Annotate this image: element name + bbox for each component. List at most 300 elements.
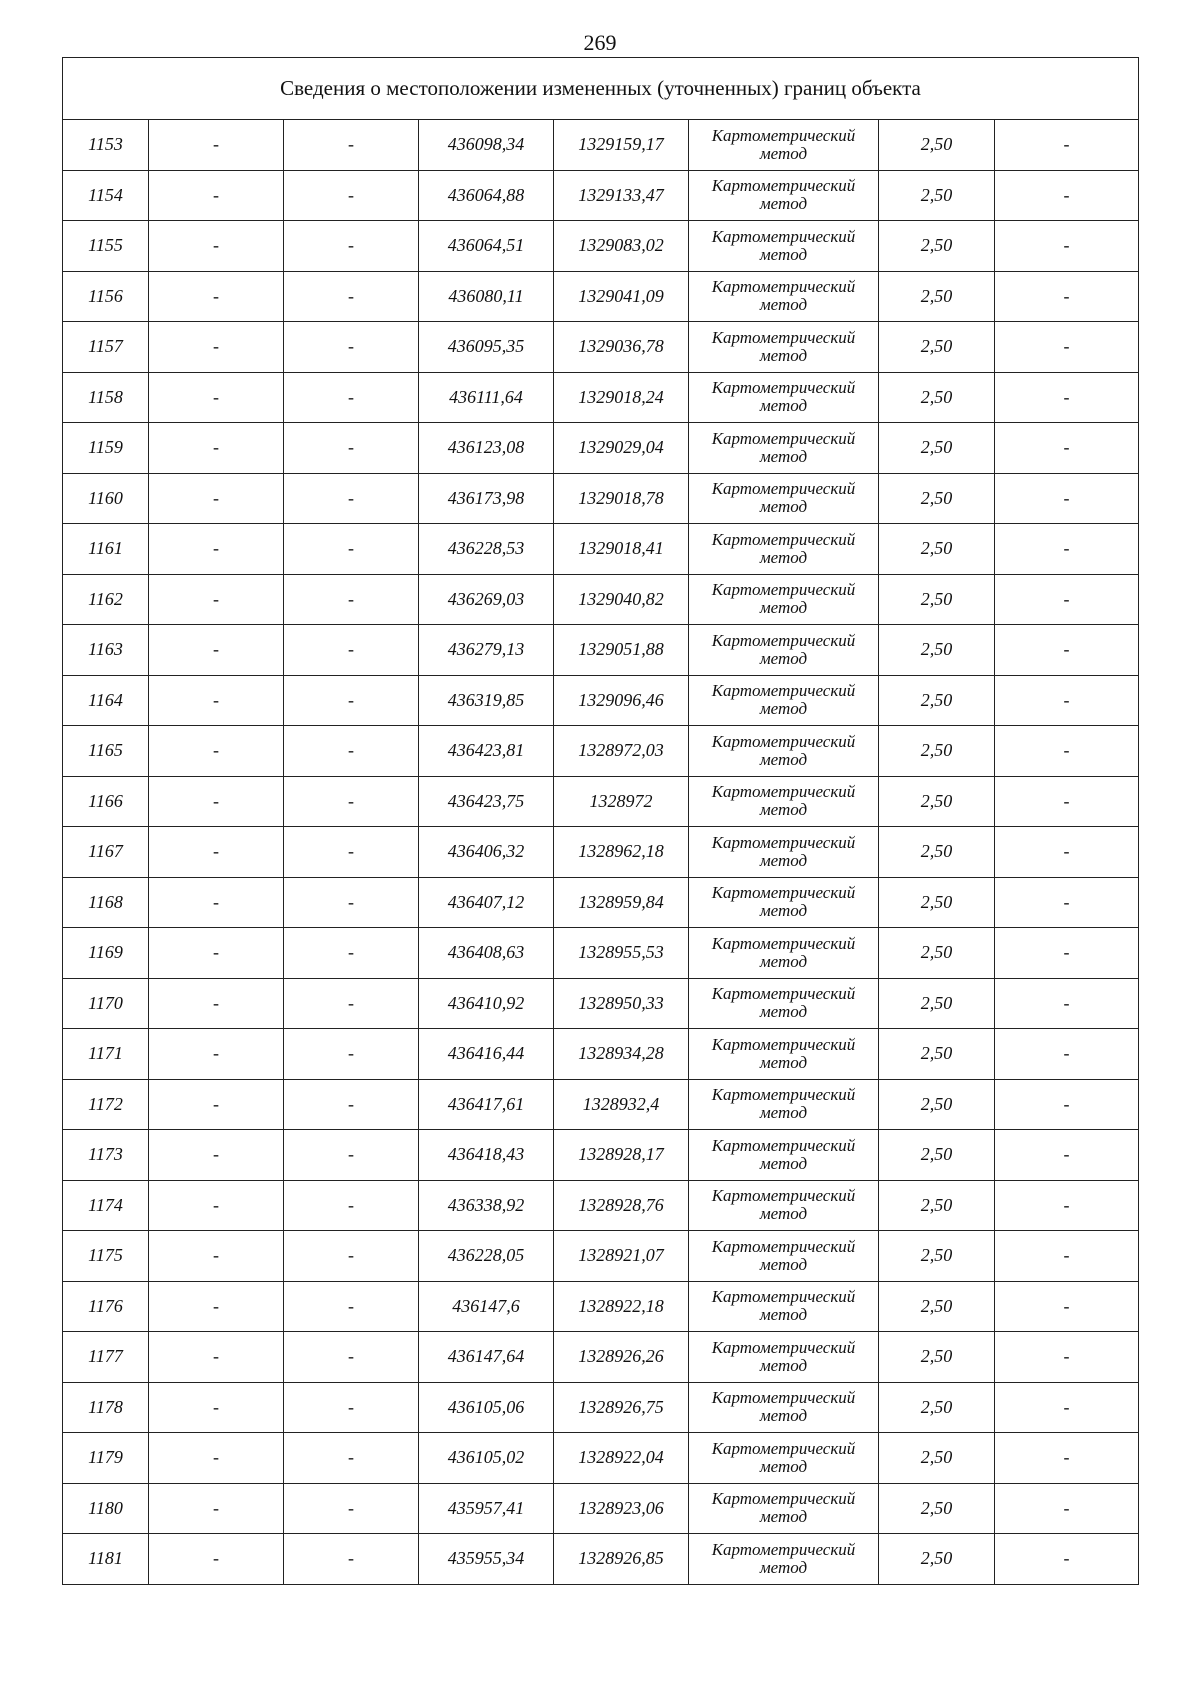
empty-cell-col9: - [995, 423, 1139, 474]
empty-cell-col2: - [149, 473, 284, 524]
accuracy-cell: 2,50 [879, 928, 995, 979]
point-number-cell: 1171 [63, 1029, 149, 1080]
point-number-cell: 1156 [63, 271, 149, 322]
empty-cell-col3: - [284, 574, 419, 625]
point-number-cell: 1161 [63, 524, 149, 575]
point-number-cell: 1157 [63, 322, 149, 373]
x-coordinate-cell: 436228,53 [419, 524, 554, 575]
y-coordinate-cell: 1329018,24 [554, 372, 689, 423]
empty-cell-col2: - [149, 877, 284, 928]
x-coordinate-cell: 436338,92 [419, 1180, 554, 1231]
x-coordinate-cell: 436269,03 [419, 574, 554, 625]
method-cell [689, 271, 879, 322]
method-line-2: метод [759, 295, 808, 315]
empty-cell-col9: - [995, 271, 1139, 322]
boundary-coordinates-table [62, 57, 1139, 1585]
method-cell [689, 877, 879, 928]
empty-cell-col3: - [284, 372, 419, 423]
y-coordinate-cell: 1328972,03 [554, 726, 689, 777]
y-coordinate-cell: 1329051,88 [554, 625, 689, 676]
y-coordinate-cell: 1328922,18 [554, 1281, 689, 1332]
empty-cell-col3: - [284, 170, 419, 221]
empty-cell-col2: - [149, 1029, 284, 1080]
accuracy-cell: 2,50 [879, 1433, 995, 1484]
empty-cell-col2: - [149, 1130, 284, 1181]
point-number-cell: 1175 [63, 1231, 149, 1282]
method-cell [689, 574, 879, 625]
empty-cell-col2: - [149, 170, 284, 221]
table-row [63, 271, 1139, 322]
empty-cell-col9: - [995, 372, 1139, 423]
y-coordinate-cell: 1329133,47 [554, 170, 689, 221]
empty-cell-col9: - [995, 827, 1139, 878]
point-number-cell: 1166 [63, 776, 149, 827]
method-line-2: метод [759, 194, 808, 214]
accuracy-cell: 2,50 [879, 574, 995, 625]
accuracy-cell: 2,50 [879, 372, 995, 423]
empty-cell-col9: - [995, 877, 1139, 928]
empty-cell-col3: - [284, 978, 419, 1029]
method-line-2: метод [759, 951, 808, 971]
empty-cell-col2: - [149, 928, 284, 979]
table-row [63, 221, 1139, 272]
method-line-2: метод [759, 1456, 808, 1476]
empty-cell-col3: - [284, 1534, 419, 1585]
point-number-cell: 1179 [63, 1433, 149, 1484]
point-number-cell: 1172 [63, 1079, 149, 1130]
empty-cell-col9: - [995, 322, 1139, 373]
accuracy-cell: 2,50 [879, 827, 995, 878]
empty-cell-col3: - [284, 1332, 419, 1383]
y-coordinate-cell: 1328928,76 [554, 1180, 689, 1231]
empty-cell-col3: - [284, 877, 419, 928]
empty-cell-col2: - [149, 978, 284, 1029]
empty-cell-col9: - [995, 928, 1139, 979]
empty-cell-col2: - [149, 524, 284, 575]
empty-cell-col3: - [284, 776, 419, 827]
point-number-cell: 1181 [63, 1534, 149, 1585]
accuracy-cell: 2,50 [879, 1281, 995, 1332]
point-number-cell: 1160 [63, 473, 149, 524]
table-row [63, 1332, 1139, 1383]
empty-cell-col3: - [284, 675, 419, 726]
table-row [63, 675, 1139, 726]
method-line-2: метод [759, 1103, 808, 1123]
method-line-1: Картометрический [711, 731, 856, 751]
y-coordinate-cell: 1329040,82 [554, 574, 689, 625]
empty-cell-col3: - [284, 473, 419, 524]
accuracy-cell: 2,50 [879, 221, 995, 272]
point-number-cell: 1153 [63, 120, 149, 171]
method-cell [689, 1534, 879, 1585]
x-coordinate-cell: 436095,35 [419, 322, 554, 373]
y-coordinate-cell: 1328923,06 [554, 1483, 689, 1534]
point-number-cell: 1173 [63, 1130, 149, 1181]
method-cell [689, 423, 879, 474]
y-coordinate-cell: 1329041,09 [554, 271, 689, 322]
x-coordinate-cell: 436123,08 [419, 423, 554, 474]
empty-cell-col3: - [284, 524, 419, 575]
accuracy-cell: 2,50 [879, 776, 995, 827]
table-row [63, 776, 1139, 827]
page-number: 269 [583, 30, 617, 55]
table-row [63, 1029, 1139, 1080]
empty-cell-col9: - [995, 1180, 1139, 1231]
x-coordinate-cell: 436080,11 [419, 271, 554, 322]
y-coordinate-cell: 1328962,18 [554, 827, 689, 878]
empty-cell-col9: - [995, 1029, 1139, 1080]
table-row [63, 978, 1139, 1029]
method-cell [689, 1433, 879, 1484]
point-number-cell: 1159 [63, 423, 149, 474]
table-row [63, 1382, 1139, 1433]
method-line-2: метод [759, 648, 808, 668]
x-coordinate-cell: 436147,64 [419, 1332, 554, 1383]
accuracy-cell: 2,50 [879, 877, 995, 928]
method-line-1: Картометрический [711, 125, 856, 145]
method-cell [689, 1231, 879, 1282]
point-number-cell: 1178 [63, 1382, 149, 1433]
method-cell [689, 1483, 879, 1534]
x-coordinate-cell: 436319,85 [419, 675, 554, 726]
y-coordinate-cell: 1328922,04 [554, 1433, 689, 1484]
y-coordinate-cell: 1328932,4 [554, 1079, 689, 1130]
point-number-cell: 1180 [63, 1483, 149, 1534]
method-line-1: Картометрический [711, 933, 856, 953]
empty-cell-col3: - [284, 726, 419, 777]
method-line-1: Картометрический [711, 681, 856, 701]
y-coordinate-cell: 1329036,78 [554, 322, 689, 373]
empty-cell-col3: - [284, 1029, 419, 1080]
accuracy-cell: 2,50 [879, 120, 995, 171]
empty-cell-col2: - [149, 1483, 284, 1534]
method-line-1: Картометрический [711, 984, 856, 1004]
boundary-table-container [62, 57, 1138, 1585]
y-coordinate-cell: 1328950,33 [554, 978, 689, 1029]
empty-cell-col3: - [284, 1180, 419, 1231]
method-line-1: Картометрический [711, 1034, 856, 1054]
empty-cell-col3: - [284, 1382, 419, 1433]
empty-cell-col2: - [149, 271, 284, 322]
point-number-cell: 1158 [63, 372, 149, 423]
method-line-2: метод [759, 1052, 808, 1072]
empty-cell-col2: - [149, 372, 284, 423]
empty-cell-col9: - [995, 574, 1139, 625]
table-body [63, 120, 1139, 1585]
accuracy-cell: 2,50 [879, 726, 995, 777]
x-coordinate-cell: 436147,6 [419, 1281, 554, 1332]
table-row [63, 1079, 1139, 1130]
y-coordinate-cell: 1328926,26 [554, 1332, 689, 1383]
method-cell [689, 1281, 879, 1332]
table-row [63, 170, 1139, 221]
method-line-1: Картометрический [711, 1337, 856, 1357]
empty-cell-col2: - [149, 625, 284, 676]
x-coordinate-cell: 436173,98 [419, 473, 554, 524]
method-line-1: Картометрический [711, 1438, 856, 1458]
method-line-1: Картометрический [711, 630, 856, 650]
empty-cell-col3: - [284, 271, 419, 322]
method-cell [689, 1130, 879, 1181]
empty-cell-col2: - [149, 1382, 284, 1433]
y-coordinate-cell: 1329018,41 [554, 524, 689, 575]
accuracy-cell: 2,50 [879, 978, 995, 1029]
method-line-2: метод [759, 901, 808, 921]
method-cell [689, 372, 879, 423]
method-line-1: Картометрический [711, 1135, 856, 1155]
empty-cell-col9: - [995, 1534, 1139, 1585]
empty-cell-col2: - [149, 1433, 284, 1484]
method-line-2: метод [759, 699, 808, 719]
x-coordinate-cell: 436407,12 [419, 877, 554, 928]
empty-cell-col3: - [284, 1483, 419, 1534]
x-coordinate-cell: 436105,02 [419, 1433, 554, 1484]
method-cell [689, 322, 879, 373]
table-row [63, 1130, 1139, 1181]
accuracy-cell: 2,50 [879, 675, 995, 726]
method-line-1: Картометрический [711, 479, 856, 499]
y-coordinate-cell: 1329018,78 [554, 473, 689, 524]
method-line-1: Картометрический [711, 428, 856, 448]
point-number-cell: 1177 [63, 1332, 149, 1383]
table-row [63, 928, 1139, 979]
method-cell [689, 675, 879, 726]
empty-cell-col9: - [995, 1231, 1139, 1282]
empty-cell-col3: - [284, 1130, 419, 1181]
table-row [63, 1281, 1139, 1332]
empty-cell-col2: - [149, 574, 284, 625]
y-coordinate-cell: 1328921,07 [554, 1231, 689, 1282]
empty-cell-col9: - [995, 1281, 1139, 1332]
empty-cell-col9: - [995, 1079, 1139, 1130]
method-line-2: метод [759, 1254, 808, 1274]
method-line-2: метод [759, 244, 808, 264]
empty-cell-col9: - [995, 120, 1139, 171]
table-row [63, 625, 1139, 676]
table-title: Сведения о местоположении измененных (уточненных) границ объекта [63, 58, 1139, 120]
empty-cell-col3: - [284, 625, 419, 676]
x-coordinate-cell: 436406,32 [419, 827, 554, 878]
x-coordinate-cell: 436111,64 [419, 372, 554, 423]
accuracy-cell: 2,50 [879, 271, 995, 322]
empty-cell-col9: - [995, 625, 1139, 676]
method-line-2: метод [759, 749, 808, 769]
method-line-2: метод [759, 1406, 808, 1426]
x-coordinate-cell: 436228,05 [419, 1231, 554, 1282]
method-line-1: Картометрический [711, 1186, 856, 1206]
method-cell [689, 625, 879, 676]
point-number-cell: 1174 [63, 1180, 149, 1231]
table-row [63, 524, 1139, 575]
empty-cell-col2: - [149, 1281, 284, 1332]
empty-cell-col9: - [995, 675, 1139, 726]
y-coordinate-cell: 1329096,46 [554, 675, 689, 726]
accuracy-cell: 2,50 [879, 1180, 995, 1231]
accuracy-cell: 2,50 [879, 625, 995, 676]
method-line-1: Картометрический [711, 782, 856, 802]
empty-cell-col2: - [149, 1231, 284, 1282]
accuracy-cell: 2,50 [879, 524, 995, 575]
empty-cell-col9: - [995, 170, 1139, 221]
y-coordinate-cell: 1328959,84 [554, 877, 689, 928]
method-line-2: метод [759, 1204, 808, 1224]
empty-cell-col9: - [995, 776, 1139, 827]
table-row [63, 473, 1139, 524]
method-line-2: метод [759, 1002, 808, 1022]
empty-cell-col9: - [995, 1433, 1139, 1484]
point-number-cell: 1176 [63, 1281, 149, 1332]
point-number-cell: 1163 [63, 625, 149, 676]
method-cell [689, 1180, 879, 1231]
empty-cell-col9: - [995, 1382, 1139, 1433]
x-coordinate-cell: 435957,41 [419, 1483, 554, 1534]
table-row [63, 574, 1139, 625]
table-row [63, 726, 1139, 777]
method-cell [689, 1332, 879, 1383]
table-row [63, 1483, 1139, 1534]
empty-cell-col2: - [149, 1534, 284, 1585]
point-number-cell: 1168 [63, 877, 149, 928]
method-cell [689, 170, 879, 221]
empty-cell-col3: - [284, 1079, 419, 1130]
accuracy-cell: 2,50 [879, 1130, 995, 1181]
x-coordinate-cell: 436408,63 [419, 928, 554, 979]
empty-cell-col9: - [995, 1332, 1139, 1383]
empty-cell-col3: - [284, 221, 419, 272]
empty-cell-col2: - [149, 322, 284, 373]
table-row [63, 1534, 1139, 1585]
method-cell [689, 120, 879, 171]
method-line-1: Картометрический [711, 226, 856, 246]
table-row [63, 120, 1139, 171]
accuracy-cell: 2,50 [879, 1382, 995, 1433]
y-coordinate-cell: 1328972 [554, 776, 689, 827]
method-cell [689, 978, 879, 1029]
empty-cell-col2: - [149, 827, 284, 878]
method-line-2: метод [759, 1305, 808, 1325]
method-line-1: Картометрический [711, 1236, 856, 1256]
x-coordinate-cell: 436064,51 [419, 221, 554, 272]
point-number-cell: 1169 [63, 928, 149, 979]
accuracy-cell: 2,50 [879, 1029, 995, 1080]
accuracy-cell: 2,50 [879, 1534, 995, 1585]
method-line-2: метод [759, 143, 808, 163]
table-row [63, 1180, 1139, 1231]
empty-cell-col9: - [995, 1483, 1139, 1534]
method-line-1: Картометрический [711, 277, 856, 297]
method-cell [689, 473, 879, 524]
method-line-1: Картометрический [711, 1489, 856, 1509]
empty-cell-col2: - [149, 776, 284, 827]
x-coordinate-cell: 436064,88 [419, 170, 554, 221]
table-row [63, 372, 1139, 423]
x-coordinate-cell: 436098,34 [419, 120, 554, 171]
empty-cell-col2: - [149, 675, 284, 726]
empty-cell-col3: - [284, 928, 419, 979]
accuracy-cell: 2,50 [879, 1231, 995, 1282]
point-number-cell: 1154 [63, 170, 149, 221]
empty-cell-col3: - [284, 120, 419, 171]
table-row [63, 877, 1139, 928]
method-line-1: Картометрический [711, 1287, 856, 1307]
method-cell [689, 928, 879, 979]
empty-cell-col2: - [149, 1332, 284, 1383]
y-coordinate-cell: 1328926,75 [554, 1382, 689, 1433]
y-coordinate-cell: 1328928,17 [554, 1130, 689, 1181]
empty-cell-col3: - [284, 322, 419, 373]
method-cell [689, 524, 879, 575]
method-line-1: Картометрический [711, 580, 856, 600]
point-number-cell: 1165 [63, 726, 149, 777]
method-cell [689, 827, 879, 878]
method-cell [689, 221, 879, 272]
method-line-1: Картометрический [711, 529, 856, 549]
method-cell [689, 726, 879, 777]
x-coordinate-cell: 436417,61 [419, 1079, 554, 1130]
empty-cell-col9: - [995, 1130, 1139, 1181]
y-coordinate-cell: 1328955,53 [554, 928, 689, 979]
x-coordinate-cell: 436105,06 [419, 1382, 554, 1433]
point-number-cell: 1155 [63, 221, 149, 272]
method-line-1: Картометрический [711, 176, 856, 196]
table-row [63, 1433, 1139, 1484]
method-line-1: Картометрический [711, 327, 856, 347]
empty-cell-col3: - [284, 1281, 419, 1332]
accuracy-cell: 2,50 [879, 423, 995, 474]
x-coordinate-cell: 435955,34 [419, 1534, 554, 1585]
empty-cell-col3: - [284, 827, 419, 878]
point-number-cell: 1170 [63, 978, 149, 1029]
point-number-cell: 1167 [63, 827, 149, 878]
method-line-2: метод [759, 1507, 808, 1527]
table-row [63, 827, 1139, 878]
method-line-1: Картометрический [711, 1539, 856, 1559]
method-line-2: метод [759, 1355, 808, 1375]
x-coordinate-cell: 436418,43 [419, 1130, 554, 1181]
accuracy-cell: 2,50 [879, 1079, 995, 1130]
table-row [63, 322, 1139, 373]
empty-cell-col2: - [149, 1180, 284, 1231]
method-line-2: метод [759, 1557, 808, 1577]
method-line-1: Картометрический [711, 378, 856, 398]
empty-cell-col9: - [995, 473, 1139, 524]
empty-cell-col2: - [149, 726, 284, 777]
y-coordinate-cell: 1329029,04 [554, 423, 689, 474]
x-coordinate-cell: 436410,92 [419, 978, 554, 1029]
method-line-2: метод [759, 850, 808, 870]
method-line-2: метод [759, 345, 808, 365]
method-line-2: метод [759, 446, 808, 466]
x-coordinate-cell: 436423,75 [419, 776, 554, 827]
method-line-1: Картометрический [711, 1085, 856, 1105]
point-number-cell: 1164 [63, 675, 149, 726]
method-line-2: метод [759, 598, 808, 618]
method-line-2: метод [759, 547, 808, 567]
method-line-2: метод [759, 1153, 808, 1173]
empty-cell-col9: - [995, 726, 1139, 777]
accuracy-cell: 2,50 [879, 1483, 995, 1534]
method-line-2: метод [759, 497, 808, 517]
empty-cell-col3: - [284, 1231, 419, 1282]
x-coordinate-cell: 436416,44 [419, 1029, 554, 1080]
y-coordinate-cell: 1329083,02 [554, 221, 689, 272]
y-coordinate-cell: 1328934,28 [554, 1029, 689, 1080]
empty-cell-col3: - [284, 423, 419, 474]
method-line-2: метод [759, 800, 808, 820]
empty-cell-col2: - [149, 1079, 284, 1130]
accuracy-cell: 2,50 [879, 473, 995, 524]
method-cell [689, 776, 879, 827]
